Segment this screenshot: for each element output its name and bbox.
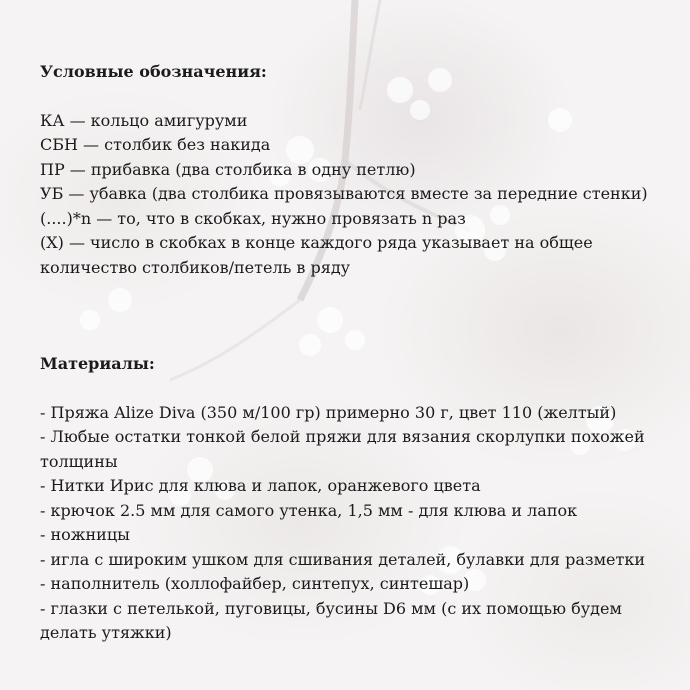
materials-item: - глазки с петелькой, пуговицы, бусины D6 мм (с их помощью будем bbox=[40, 598, 622, 618]
legend-item: (....)*n — то, что в скобках, нужно провязать n раз bbox=[40, 208, 466, 228]
legend-item: КА — кольцо амигуруми bbox=[40, 110, 248, 130]
materials-title: Материалы: bbox=[40, 354, 155, 373]
materials-item: - игла с широким ушком для сшивания деталей, булавки для разметки bbox=[40, 549, 646, 569]
legend-title: Условные обозначения: bbox=[40, 62, 267, 81]
materials-item: - наполнитель (холлофайбер, синтепух, синтешар) bbox=[40, 574, 470, 593]
materials-item: - Пряжа Alize Diva (350 м/100 гр) примерно 30 г, цвет 110 (желтый) bbox=[40, 402, 617, 422]
legend-list bbox=[40, 109, 670, 281]
materials-item: - крючок 2.5 мм для самого утенка, 1,5 мм - для клюва и лапок bbox=[40, 500, 578, 520]
legend-item: УБ — убавка (два столбика провязываются вместе за передние стенки) bbox=[40, 184, 648, 203]
legend-item: количество столбиков/петель в ряду bbox=[40, 257, 351, 277]
materials-item: - Нитки Ирис для клюва и лапок, оранжевого цвета bbox=[40, 476, 481, 495]
materials-item: делать утяжки) bbox=[40, 623, 172, 642]
legend-item: СБН — столбик без накида bbox=[40, 135, 271, 154]
legend-item: ПР — прибавка (два столбика в одну петлю) bbox=[40, 159, 416, 179]
materials-item: толщины bbox=[40, 451, 118, 471]
document-content bbox=[40, 60, 670, 646]
materials-item: - ножницы bbox=[40, 525, 130, 544]
legend-item: (X) — число в скобках в конце каждого ряда указывает на общее bbox=[40, 233, 593, 252]
materials-list bbox=[40, 401, 670, 646]
materials-item: - Любые остатки тонкой белой пряжи для вязания скорлупки похожей bbox=[40, 427, 645, 446]
